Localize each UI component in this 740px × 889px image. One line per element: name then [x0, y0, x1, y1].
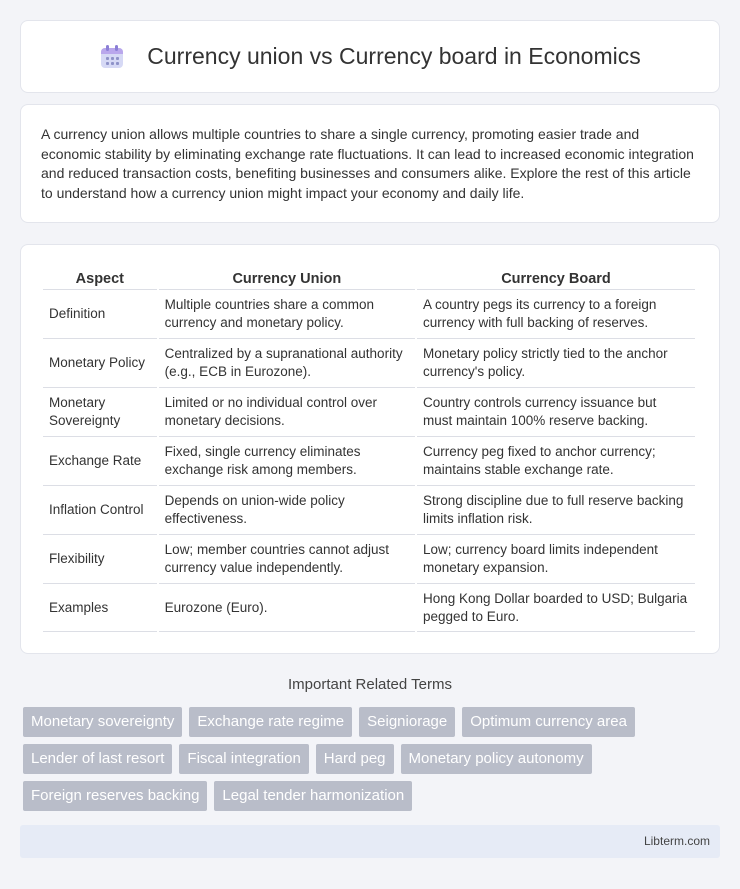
row-currency-board: Country controls currency issuance but must maintain 100% reserve backing.: [417, 387, 695, 436]
table-row: [43, 485, 695, 534]
related-term-tag[interactable]: Seigniorage: [359, 707, 455, 737]
header-currency-union: Currency Union: [232, 271, 342, 287]
related-term-tag[interactable]: Monetary sovereignty: [23, 707, 182, 737]
row-aspect: Exchange Rate: [43, 436, 157, 485]
related-term-tag[interactable]: Fiscal integration: [179, 744, 308, 774]
row-currency-union: Depends on union-wide policy effectiveness.: [159, 485, 415, 534]
row-currency-board: Hong Kong Dollar boarded to USD; Bulgaria pegged to Euro.: [417, 583, 695, 632]
related-term-tag[interactable]: Lender of last resort: [23, 744, 172, 774]
related-terms-tags: [23, 707, 703, 818]
page-title: Currency union vs Currency board in Economics: [147, 43, 641, 69]
table-row: [43, 338, 695, 387]
footer-site-link[interactable]: Libterm.com: [643, 834, 710, 848]
related-term-tag[interactable]: Monetary policy autonomy: [401, 744, 592, 774]
related-term-tag[interactable]: Hard peg: [316, 744, 394, 774]
related-term-tag[interactable]: Optimum currency area: [462, 707, 635, 737]
table-row: [43, 534, 695, 583]
row-currency-union: Multiple countries share a common currency and monetary policy.: [159, 289, 415, 338]
calendar-icon: [99, 44, 125, 70]
row-currency-board: Strong discipline due to full reserve backing limits inflation risk.: [417, 485, 695, 534]
table-row: [43, 436, 695, 485]
row-aspect: Monetary Policy: [43, 338, 157, 387]
related-terms-title: Important Related Terms: [288, 676, 452, 693]
row-currency-union: Fixed, single currency eliminates exchange risk among members.: [159, 436, 415, 485]
tag-row: [23, 707, 703, 737]
header-currency-board: Currency Board: [501, 271, 611, 287]
related-term-tag[interactable]: Exchange rate regime: [189, 707, 352, 737]
row-aspect: Monetary Sovereignty: [43, 387, 157, 436]
row-aspect: Flexibility: [43, 534, 157, 583]
title-card: [20, 20, 720, 93]
row-aspect: Examples: [43, 583, 157, 632]
tag-row: [23, 781, 703, 811]
row-currency-board: A country pegs its currency to a foreign currency with full backing of reserves.: [417, 289, 695, 338]
table-row: [43, 289, 695, 338]
row-currency-board: Currency peg fixed to anchor currency; maintains stable exchange rate.: [417, 436, 695, 485]
comparison-table: [41, 267, 697, 632]
tag-row: [23, 744, 703, 774]
row-currency-board: Monetary policy strictly tied to the anchor currency's policy.: [417, 338, 695, 387]
header-aspect: Aspect: [75, 271, 125, 287]
row-aspect: Inflation Control: [43, 485, 157, 534]
row-aspect: Definition: [43, 289, 157, 338]
table-header-row: [43, 267, 695, 289]
related-term-tag[interactable]: Legal tender harmonization: [214, 781, 412, 811]
row-currency-union: Eurozone (Euro).: [159, 583, 415, 632]
comparison-table-card: [20, 244, 720, 654]
row-currency-union: Limited or no individual control over monetary decisions.: [159, 387, 415, 436]
intro-paragraph: A currency union allows multiple countries to share a single currency, promoting easier trade and economic stability by eliminating exchange rate fluctuations. It can lead to increased economic integration and reduced transaction costs, benefiting businesses and consumers alike. Explore the rest of this article to understand how a currency union might impact your economy and daily life.: [41, 126, 694, 201]
footer: [20, 825, 720, 858]
related-term-tag[interactable]: Foreign reserves backing: [23, 781, 207, 811]
row-currency-union: Low; member countries cannot adjust currency value independently.: [159, 534, 415, 583]
table-row: [43, 387, 695, 436]
row-currency-board: Low; currency board limits independent monetary expansion.: [417, 534, 695, 583]
table-row: [43, 583, 695, 632]
intro-card: [20, 104, 720, 223]
row-currency-union: Centralized by a supranational authority (e.g., ECB in Eurozone).: [159, 338, 415, 387]
